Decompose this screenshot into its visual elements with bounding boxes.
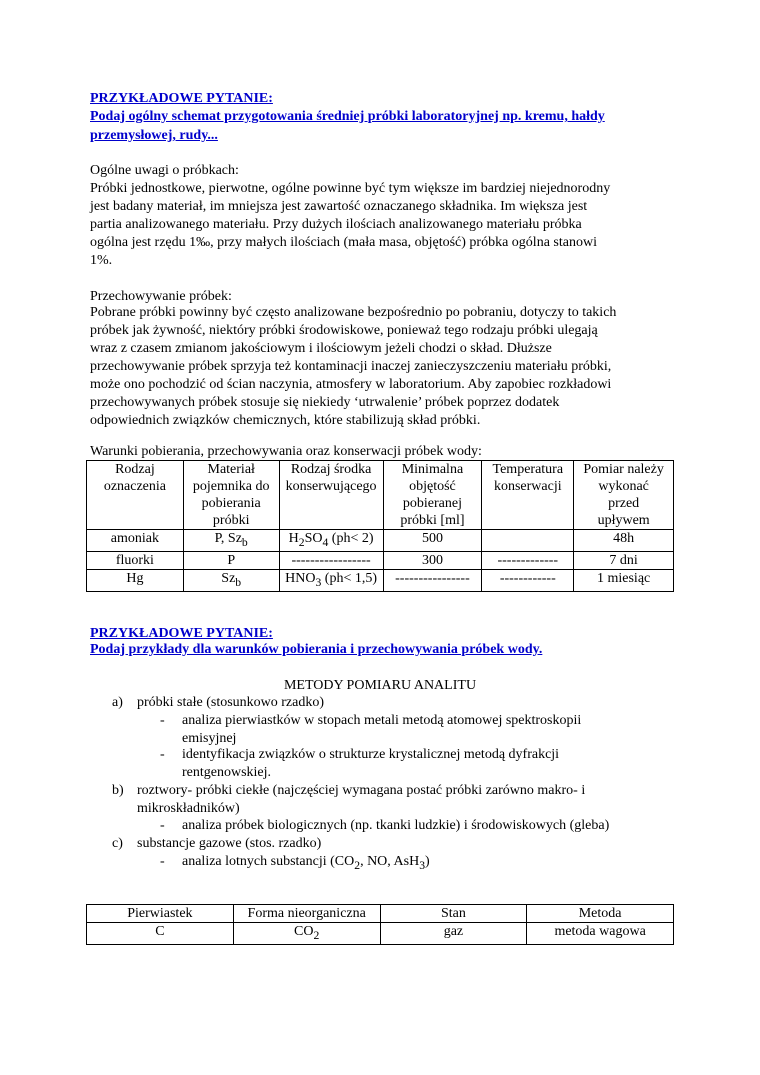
storage-line: może ono pochodzić od ścian naczynia, atmosfery w laboratorium. Aby zapobiec rozkładowi — [90, 377, 612, 392]
table-cell: P — [183, 551, 279, 569]
dash-bullet: - — [160, 854, 165, 869]
table-cell: $H_2SO_4$ (ph< 2) — [279, 530, 383, 552]
table-cell: $CO_2$ — [233, 923, 380, 945]
header-cell: Stan — [380, 905, 527, 923]
a-item-2 — [182, 746, 559, 782]
header-cell: Pierwiastek — [87, 905, 234, 923]
c-item-1: analiza lotnych substancji ($CO_2$, NO, AsH$_3$) — [182, 854, 430, 872]
table-header-row — [87, 461, 674, 530]
header-cell: Pomiar należy wykonać przed upływem — [574, 461, 674, 530]
item-b-line2: mikroskładników) — [137, 801, 240, 816]
item-b-label: b) — [112, 783, 124, 798]
header-cell: Minimalna objętość pobieranej próbki [ml] — [383, 461, 482, 530]
table-cell: 500 — [383, 530, 482, 552]
table-cell: amoniak — [87, 530, 184, 552]
item-c-label: c) — [112, 836, 123, 851]
table-cell: ----------------- — [279, 551, 383, 569]
table-row — [87, 923, 674, 945]
methods-title: METODY POMIARU ANALITU — [283, 678, 477, 693]
header-cell: Materiał pojemnika do pobierania próbki — [183, 461, 279, 530]
question-text-1-line2: przemysłowej, rudy... — [90, 128, 218, 143]
question-text-1-line1: Podaj ogólny schemat przygotowania średniej próbki laboratoryjnej np. kremu, hałdy — [90, 109, 605, 124]
water-sampling-table — [86, 460, 674, 592]
question-label-1: PRZYKŁADOWE PYTANIE: — [90, 91, 273, 106]
table-cell: P, $Sz_b$ — [183, 530, 279, 552]
table-cell: gaz — [380, 923, 527, 945]
table-cell: C — [87, 923, 234, 945]
general-line: partia analizowanego materiału. Przy dużych ilościach analizowanego materiału próbka — [90, 217, 582, 232]
general-paragraph — [90, 180, 610, 270]
item-b-text — [137, 782, 585, 818]
storage-line: próbek jak żywność, niektóry próbki środowiskowe, ponieważ tego rodzaju próbki ulegają — [90, 323, 598, 338]
storage-line: przechowywanie próbek sprzyja też kontaminacji inaczej zanieczyszczeniu materiału próbki, — [90, 359, 612, 374]
table-cell: Hg — [87, 569, 184, 591]
storage-paragraph — [90, 304, 616, 430]
question-text-2: Podaj przykłady dla warunków pobierania i przechowywania próbek wody. — [90, 642, 543, 657]
a-item-1-line1: analiza pierwiastków w stopach metali metodą atomowej spektroskopii — [182, 713, 582, 728]
table-caption: Warunki pobierania, przechowywania oraz konserwacji próbek wody: — [90, 444, 482, 459]
table-row — [87, 530, 674, 552]
general-heading: Ogólne uwagi o próbkach: — [90, 163, 239, 178]
general-line: jest badany materiał, im mniejsza jest zawartość oznaczanego składnika. Im większa jest — [90, 199, 588, 214]
header-cell: Rodzaj środka konserwującego — [279, 461, 383, 530]
storage-line: odpowiednich związków chemicznych, które stabilizują skład próbki. — [90, 413, 481, 428]
table-cell: 48h — [574, 530, 674, 552]
header-cell: Temperatura konserwacji — [482, 461, 574, 530]
storage-line: przechowywanych próbek stosuje się niekiedy ‘utrwalenie’ próbek poprzez dodatek — [90, 395, 560, 410]
a-item-1-line2: emisyjnej — [182, 731, 237, 746]
general-line: Próbki jednostkowe, pierwotne, ogólne powinne być tym większe im bardziej niejednorodny — [90, 181, 611, 196]
b-item-1: analiza próbek biologicznych (np. tkanki ludzkie) i środowiskowych (gleba) — [182, 818, 610, 833]
dash-bullet: - — [160, 713, 165, 728]
dash-bullet: - — [160, 747, 165, 762]
table-cell: $HNO_3$ (ph< 1,5) — [279, 569, 383, 591]
storage-line: wraz z czasem zmianom jakościowym i ilościowym jeżeli chodzi o skład. Dłuższe — [90, 341, 552, 356]
table-cell: ------------ — [482, 569, 574, 591]
table-cell: metoda wagowa — [527, 923, 674, 945]
dash-bullet: - — [160, 818, 165, 833]
table-header-row — [87, 905, 674, 923]
table-cell: 300 — [383, 551, 482, 569]
item-a-text: próbki stałe (stosunkowo rzadko) — [137, 695, 325, 710]
header-cell: Rodzaj oznaczenia — [87, 461, 184, 530]
table-cell: ---------------- — [383, 569, 482, 591]
a-item-2-line2: rentgenowskiej. — [182, 765, 272, 780]
item-c-text: substancje gazowe (stos. rzadko) — [137, 836, 322, 851]
table-cell: fluorki — [87, 551, 184, 569]
table-row — [87, 551, 674, 569]
general-line: 1%. — [90, 253, 113, 268]
question-label-2: PRZYKŁADOWE PYTANIE: — [90, 626, 273, 641]
storage-heading: Przechowywanie próbek: — [90, 289, 232, 304]
a-item-2-line1: identyfikacja związków o strukturze krystalicznej metodą dyfrakcji — [182, 747, 560, 762]
table-cell: ------------- — [482, 551, 574, 569]
header-cell: Metoda — [527, 905, 674, 923]
table-cell: $Sz_b$ — [183, 569, 279, 591]
table-row — [87, 569, 674, 591]
header-cell: Forma nieorganiczna — [233, 905, 380, 923]
table-cell: 7 dni — [574, 551, 674, 569]
table-cell: 1 miesiąc — [574, 569, 674, 591]
a-item-1 — [182, 712, 581, 748]
storage-line: Pobrane próbki powinny być często analizowane bezpośrednio po pobraniu, dotyczy to takich — [90, 305, 617, 320]
table-cell — [482, 530, 574, 552]
item-a-label: a) — [112, 695, 123, 710]
general-line: ogólna jest rzędu 1‰, przy małych ilościach (mała masa, objętość) próbka ogólna stanowi — [90, 235, 597, 250]
element-method-table — [86, 904, 674, 945]
item-b-line1: roztwory- próbki ciekłe (najczęściej wymagana postać próbki zarówno makro- i — [137, 783, 586, 798]
